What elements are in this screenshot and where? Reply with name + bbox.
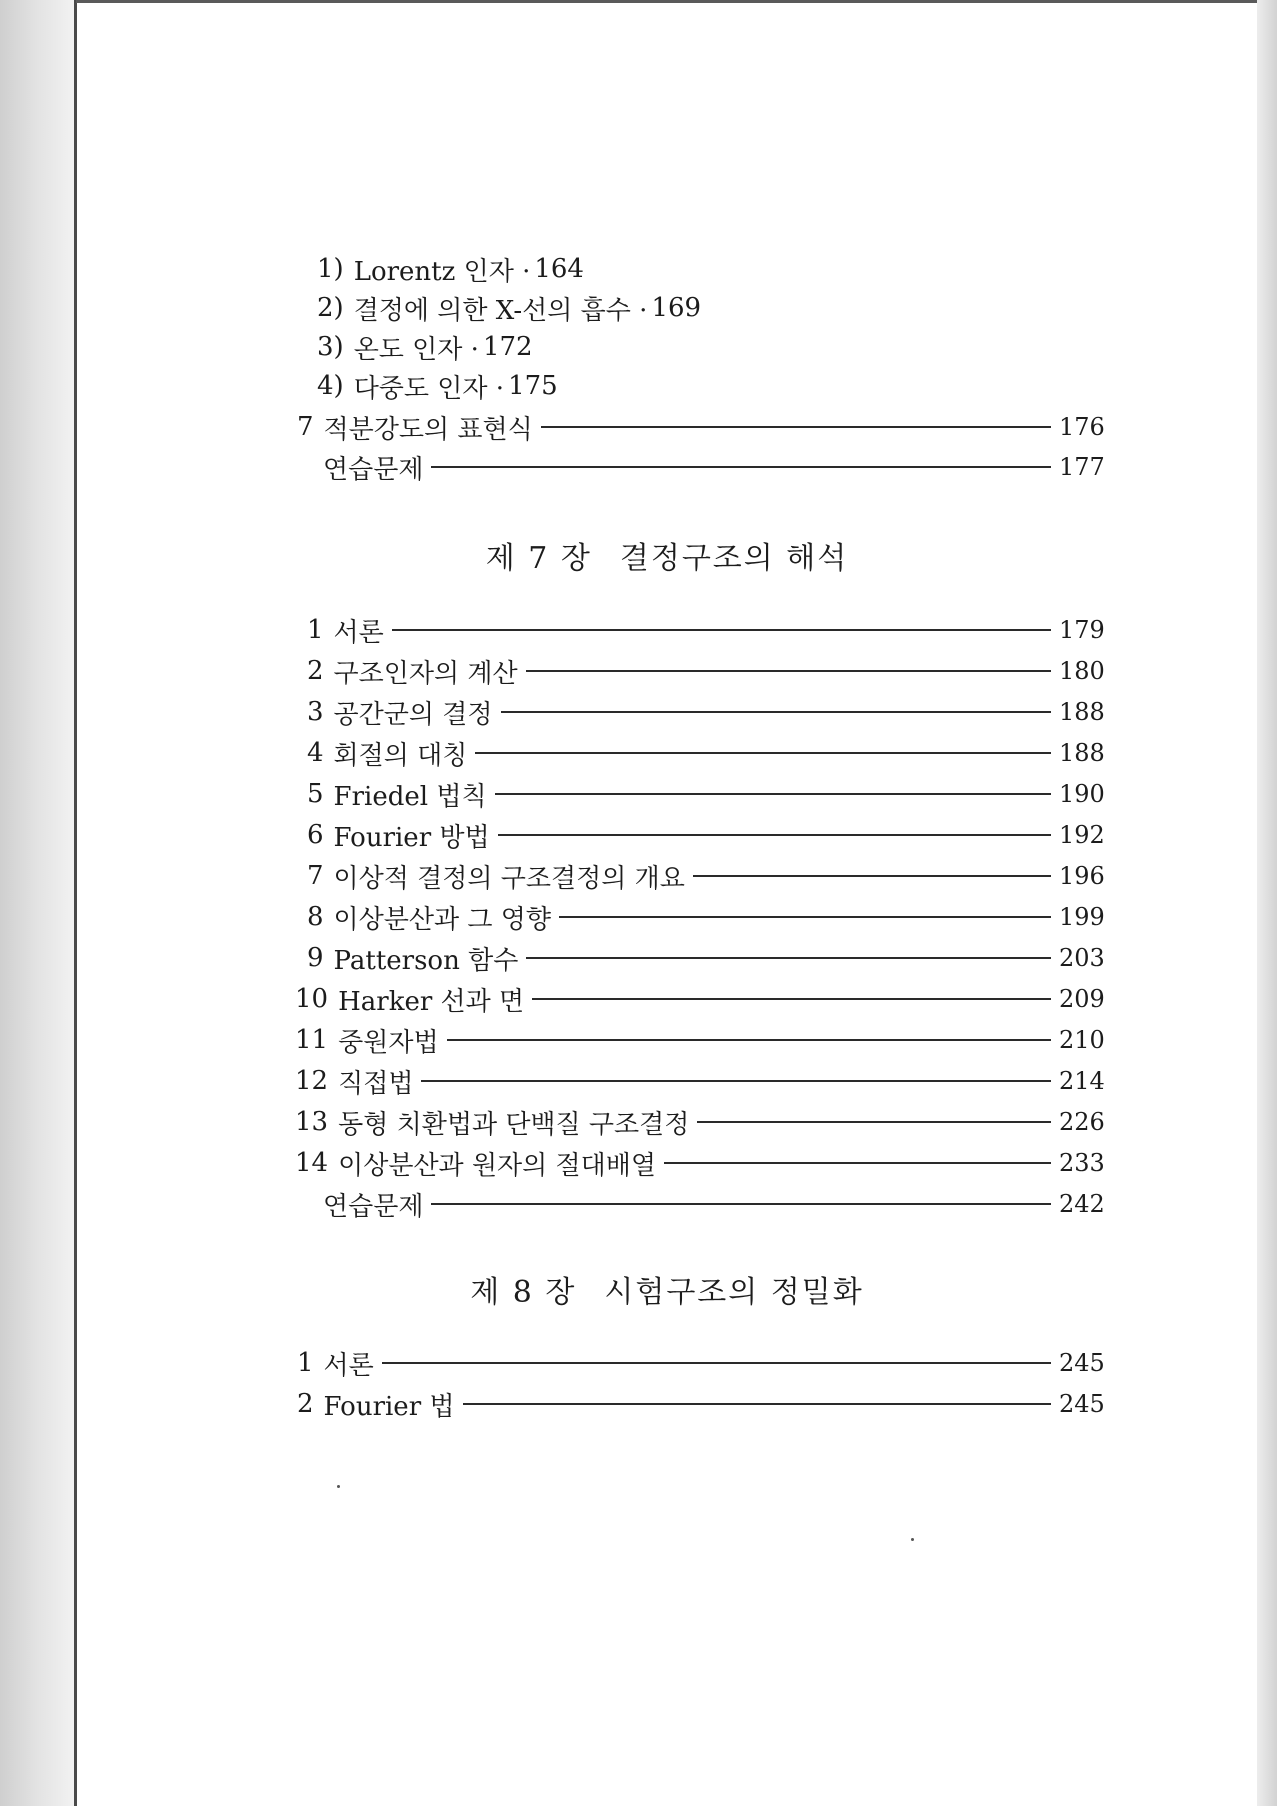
toc-entry <box>295 1063 1109 1099</box>
toc-entry <box>307 776 1109 812</box>
subentry-number: 3) <box>317 332 344 362</box>
leader-line <box>463 1403 1051 1405</box>
toc-entry <box>307 899 1109 935</box>
entry-title: Fourier 법 <box>323 1391 455 1422</box>
toc-entry <box>307 940 1109 976</box>
leader-line <box>526 670 1051 672</box>
toc-entry <box>307 858 1109 894</box>
toc-entry <box>323 1186 1109 1222</box>
entry-page: 190 <box>1059 780 1105 808</box>
entry-page: 199 <box>1059 903 1105 931</box>
entry-title: Patterson 함수 <box>333 945 519 976</box>
entry-page: 233 <box>1059 1149 1105 1177</box>
entry-title: Friedel 법칙 <box>333 781 487 812</box>
entry-page: 188 <box>1059 698 1105 726</box>
entry-title: 중원자법 <box>338 1027 439 1058</box>
entry-number: 1 <box>307 615 324 645</box>
leader-line <box>447 1039 1051 1041</box>
entry-number: 7 <box>307 861 324 891</box>
entry-number: 8 <box>307 902 324 932</box>
toc-entry <box>307 694 1109 730</box>
toc-entry <box>307 653 1109 689</box>
entry-number: 2 <box>307 656 324 686</box>
leader-line <box>664 1162 1051 1164</box>
entry-number: 13 <box>295 1107 329 1137</box>
subentry-page: 175 <box>508 371 558 401</box>
chapter-heading <box>77 1267 1257 1311</box>
entry-page: 177 <box>1059 453 1105 481</box>
entry-page: 245 <box>1059 1349 1105 1377</box>
toc-entry <box>295 1022 1109 1058</box>
toc-entry <box>297 1345 1109 1381</box>
entry-page: 209 <box>1059 985 1105 1013</box>
entry-number: 2 <box>297 1389 314 1419</box>
scan-speck <box>337 1485 340 1488</box>
toc-entry <box>307 817 1109 853</box>
entry-number: 1 <box>297 1348 314 1378</box>
entry-page: 192 <box>1059 821 1105 849</box>
leader-line <box>431 466 1051 468</box>
entry-page: 242 <box>1059 1190 1105 1218</box>
entry-page: 188 <box>1059 739 1105 767</box>
entry-title: 이상적 결정의 구조결정의 개요 <box>333 863 685 894</box>
toc-entry <box>295 1145 1109 1181</box>
entry-number: 14 <box>295 1148 329 1178</box>
leader-line <box>697 1121 1051 1123</box>
chapter-title: 시험구조의 정밀화 <box>604 1275 864 1310</box>
entry-page: 214 <box>1059 1067 1105 1095</box>
toc-entry <box>323 449 1109 485</box>
entry-page: 196 <box>1059 862 1105 890</box>
entry-number: 6 <box>307 820 324 850</box>
leader-line <box>475 752 1051 754</box>
entry-title: Fourier 방법 <box>333 822 490 853</box>
chapter-label: 제 8 장 <box>470 1275 577 1310</box>
entry-page: 180 <box>1059 657 1105 685</box>
entry-title: 이상분산과 원자의 절대배열 <box>338 1150 657 1181</box>
leader-line <box>559 916 1051 918</box>
entry-title: 이상분산과 그 영향 <box>333 904 552 935</box>
entry-page: 203 <box>1059 944 1105 972</box>
scan-right-margin <box>1257 0 1277 1806</box>
leader-line <box>498 834 1051 836</box>
leader-line <box>532 998 1051 1000</box>
entry-number: 12 <box>295 1066 329 1096</box>
entry-title: 적분강도의 표현식 <box>323 414 533 445</box>
subentry-page: 172 <box>482 332 533 362</box>
subentry-page: 164 <box>534 254 584 284</box>
entry-number: 9 <box>307 943 324 973</box>
leader-line <box>431 1203 1051 1205</box>
chapter-title: 결정구조의 해석 <box>619 541 849 576</box>
subentry-page: 169 <box>651 293 702 323</box>
chapter-heading <box>77 533 1257 577</box>
toc-entry <box>297 409 1109 445</box>
entry-number: 3 <box>307 697 324 727</box>
entry-page: 176 <box>1059 413 1105 441</box>
toc-subentry <box>317 368 558 404</box>
entry-number: 4 <box>307 738 324 768</box>
entry-title: 연습문제 <box>323 454 424 485</box>
entry-number: 7 <box>297 412 314 442</box>
toc-page <box>77 3 1257 1806</box>
entry-title: Harker 선과 면 <box>338 986 525 1017</box>
subentry-text: Lorentz 인자 · <box>353 256 531 287</box>
toc-subentry <box>317 251 584 287</box>
leader-line <box>392 629 1051 631</box>
entry-title: 공간군의 결정 <box>333 699 493 730</box>
subentry-text: 다중도 인자 · <box>353 373 505 404</box>
entry-title: 회절의 대칭 <box>333 740 468 771</box>
toc-subentry <box>317 329 533 365</box>
subentry-text: 온도 인자 · <box>353 334 479 365</box>
toc-entry <box>307 612 1109 648</box>
entry-title: 구조인자의 계산 <box>333 658 518 689</box>
entry-page: 245 <box>1059 1390 1105 1418</box>
leader-line <box>526 957 1051 959</box>
entry-page: 210 <box>1059 1026 1105 1054</box>
subentry-number: 4) <box>317 371 344 401</box>
toc-entry <box>295 1104 1109 1140</box>
subentry-number: 2) <box>317 293 344 323</box>
leader-line <box>693 875 1051 877</box>
entry-title: 서론 <box>333 617 384 648</box>
entry-title: 연습문제 <box>323 1191 424 1222</box>
toc-entry <box>295 981 1109 1017</box>
scan-speck <box>911 1538 914 1541</box>
entry-title: 직접법 <box>338 1068 414 1099</box>
entry-number: 5 <box>307 779 324 809</box>
toc-entry <box>297 1386 1109 1422</box>
toc-subentry <box>317 290 701 326</box>
entry-title: 서론 <box>323 1350 374 1381</box>
entry-page: 226 <box>1059 1108 1105 1136</box>
toc-entry <box>307 735 1109 771</box>
entry-title: 동형 치환법과 단백질 구조결정 <box>338 1109 690 1140</box>
scan-left-margin <box>0 0 76 1806</box>
leader-line <box>501 711 1051 713</box>
leader-line <box>382 1362 1051 1364</box>
leader-line <box>541 426 1051 428</box>
entry-number: 10 <box>295 984 329 1014</box>
entry-page: 179 <box>1059 616 1105 644</box>
subentry-text: 결정에 의한 X-선의 흡수 · <box>353 295 648 326</box>
chapter-label: 제 7 장 <box>485 541 592 576</box>
entry-number: 11 <box>295 1025 329 1055</box>
subentry-number: 1) <box>317 254 344 284</box>
leader-line <box>495 793 1051 795</box>
leader-line <box>421 1080 1051 1082</box>
